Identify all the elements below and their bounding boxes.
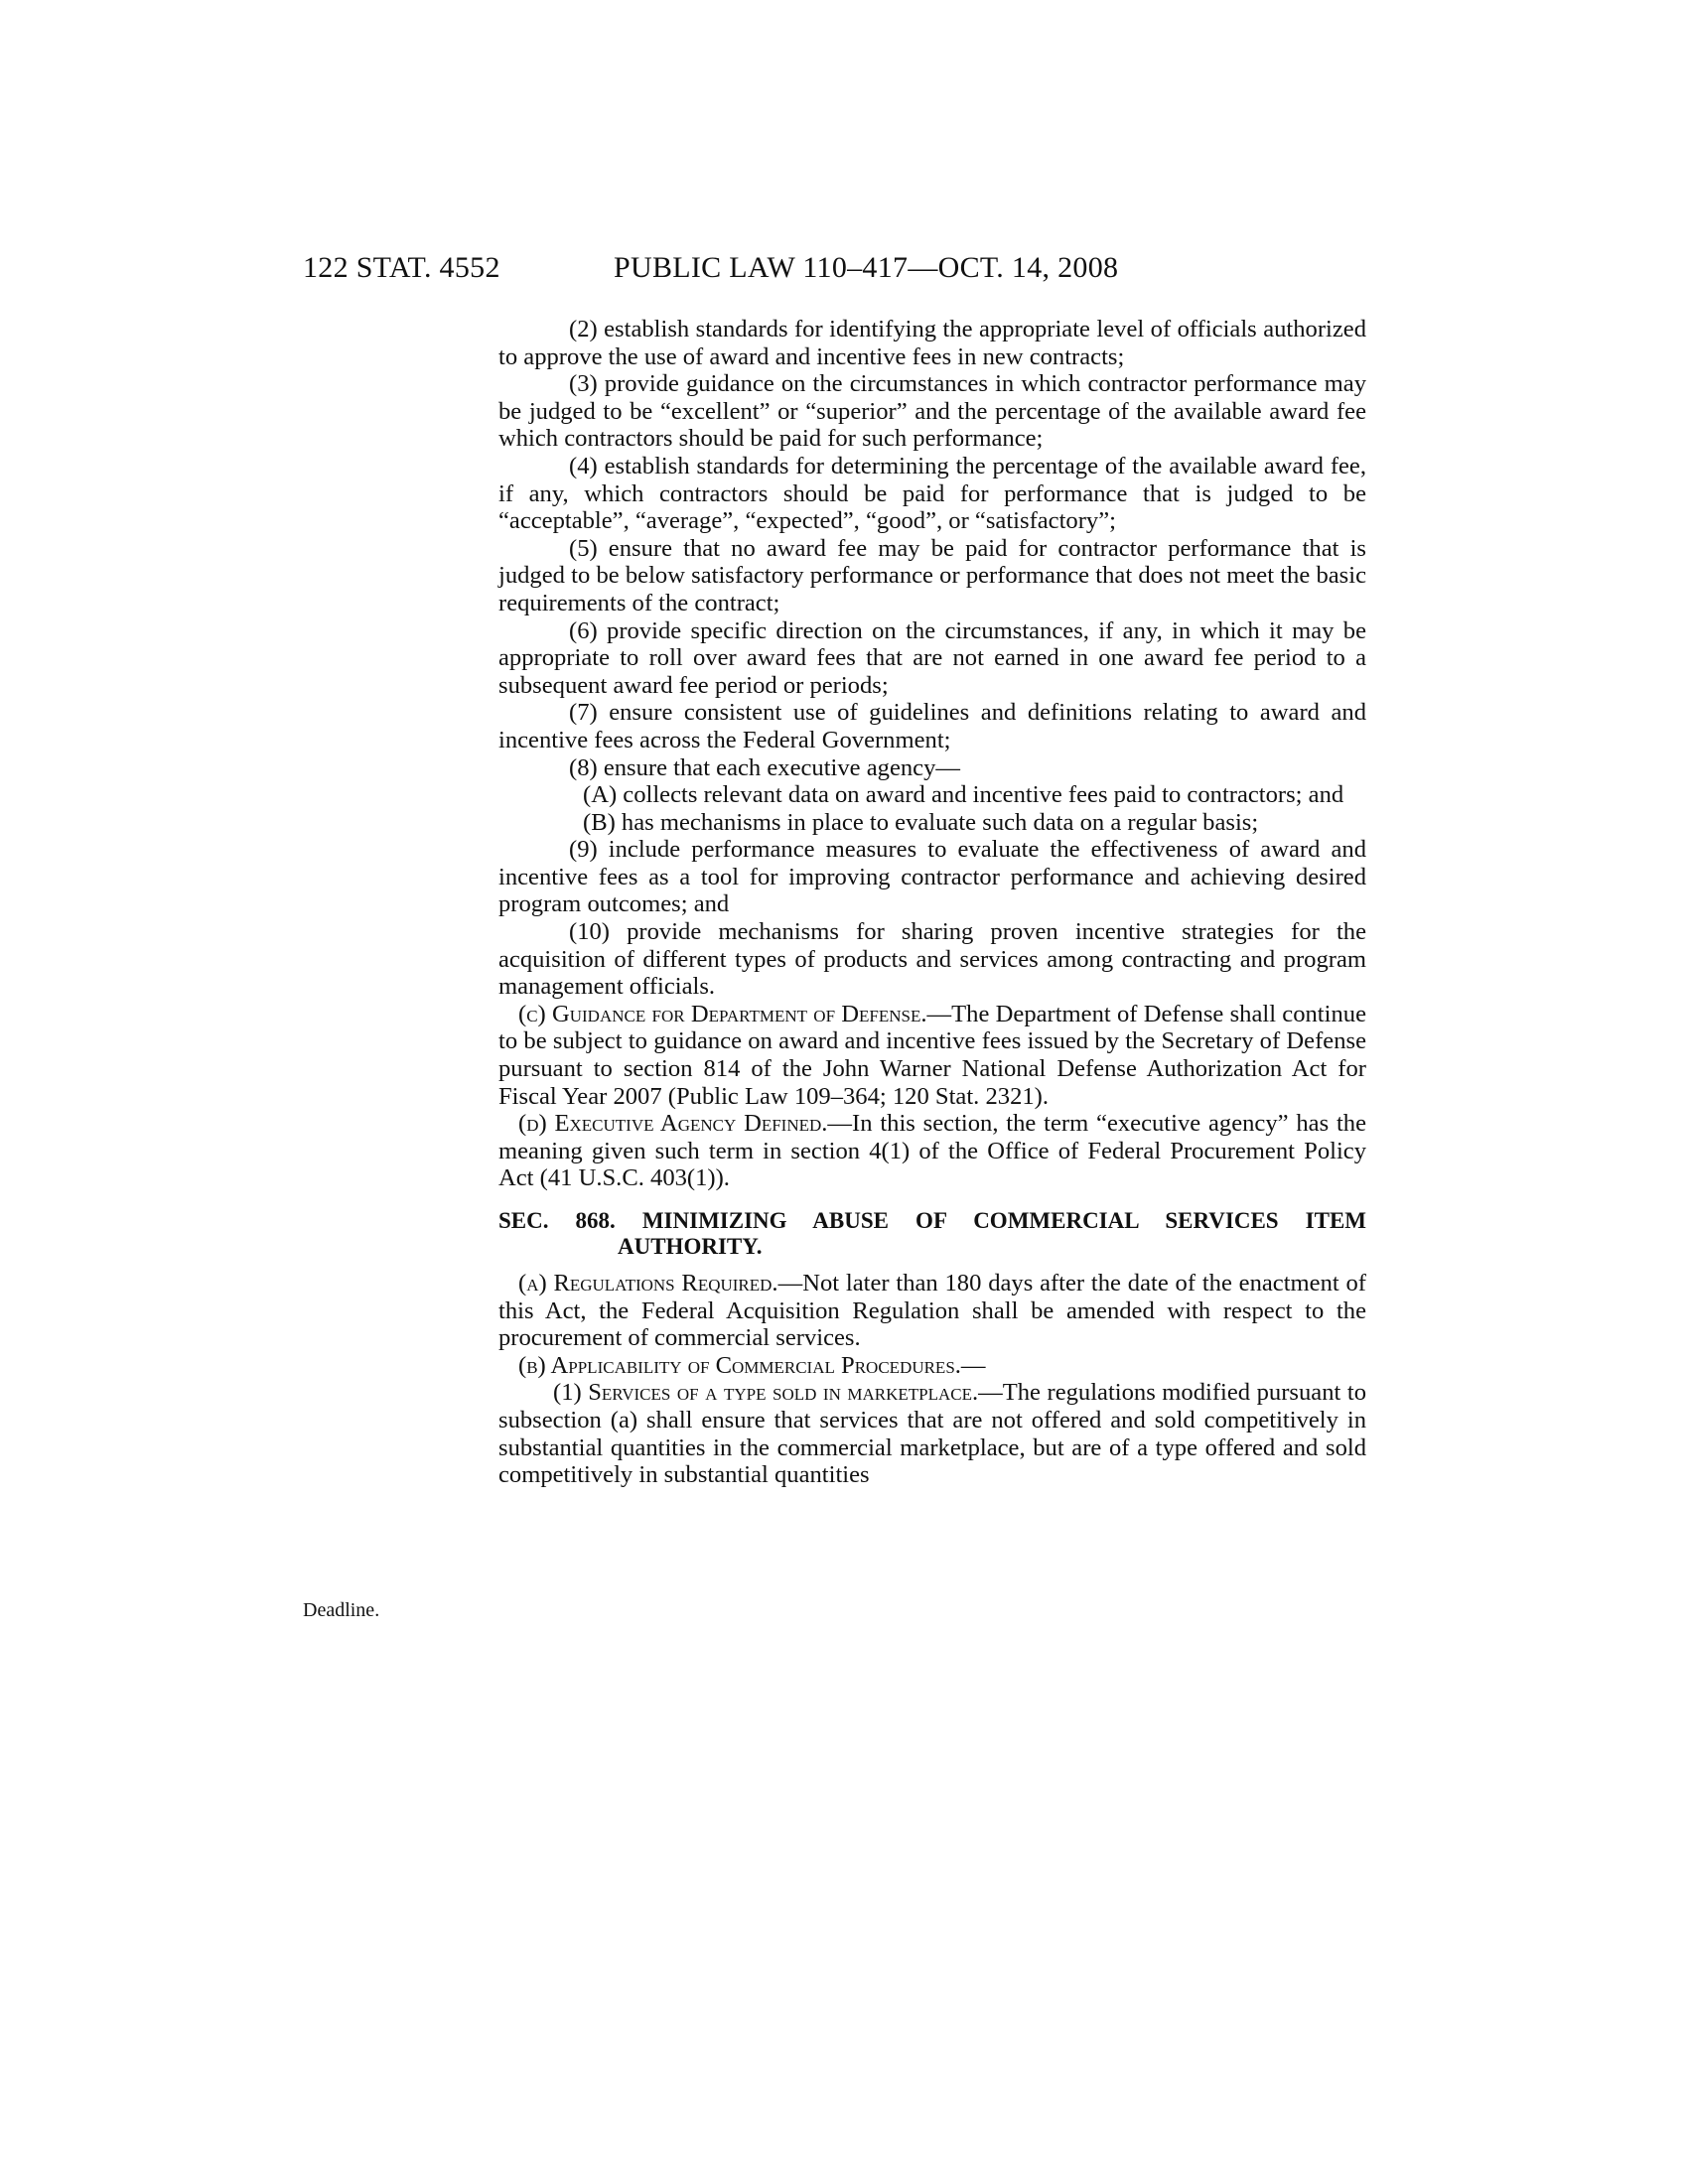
margin-note: Deadline. xyxy=(303,1599,380,1621)
paragraph-8a: (A) collects relevant data on award and incentive fees paid to contractors; and xyxy=(583,781,1344,809)
paragraph-10: (10) provide mechanisms for sharing proven incentive strategies for the acquisition of different types of products and services among contracting and program management officials. xyxy=(498,918,1366,1001)
paragraph-3: (3) provide guidance on the circumstances in which contractor performance may be judged to be “excellent” or “superior” and the percentage of the available award fee which contractors should be paid for such performance; xyxy=(498,370,1366,453)
subsection-d-text: —In this section, the term “executive agency” has the meaning given such term in section 4(1) of the Office of Federal Procurement Policy Act (41 U.S.C. 403(1)). xyxy=(498,1110,1366,1192)
sec868-b1-text: —The regulations modified pursuant to subsection (a) shall ensure that services that are not offered and sold competitively in substantial quantities in the commercial marketplace, but are of a type offered and sold competitively in substantial quantities xyxy=(498,1379,1366,1489)
paragraph-2: (2) establish standards for identifying the appropriate level of officials authorized to approve the use of award and incentive fees in new contracts; xyxy=(498,316,1366,370)
document-body xyxy=(498,316,1366,1489)
sec868-a-heading: (a) Regulations Required. xyxy=(518,1270,778,1297)
sec868-a-text: —Not later than 180 days after the date of the enactment of this Act, the Federal Acquisition Regulation shall be amended with respect to the procurement of commercial services. xyxy=(498,1270,1367,1352)
section-heading: SEC. 868. MINIMIZING ABUSE OF COMMERCIAL SERVICES ITEM AUTHORITY. xyxy=(498,1208,1366,1259)
subsection-c-heading: (c) Guidance for Department of Defense. xyxy=(518,1000,927,1027)
subsection-c-text: —The Department of Defense shall continue to be subject to guidance on award and incentive fees issued by the Secretary of Defense pursuant to section 814 of the John Warner National Defense Authorization Act for Fiscal Year 2007 (Public Law 109–364; 120 Stat. 2321). xyxy=(498,1000,1366,1110)
subsection-c xyxy=(498,1001,1366,1110)
sec868-paragraph-b1 xyxy=(498,1379,1366,1488)
sec868-b-heading: (b) Applicability of Commercial Procedures. xyxy=(518,1351,961,1379)
paragraph-5: (5) ensure that no award fee may be paid for contractor performance that is judged to be below satisfactory performance or performance that does not meet the basic requirements of the contract; xyxy=(498,534,1366,616)
sec868-b1-heading: (1) Services of a type sold in marketplace. xyxy=(553,1379,979,1407)
paragraph-8b: (B) has mechanisms in place to evaluate such data on a regular basis; xyxy=(583,808,1259,836)
subsection-d xyxy=(498,1110,1366,1192)
paragraph-7: (7) ensure consistent use of guidelines and definitions relating to award and incentive fees across the Federal Government; xyxy=(498,699,1366,753)
page-number: 122 STAT. 4552 xyxy=(303,251,500,284)
subsection-d-heading: (d) Executive Agency Defined. xyxy=(518,1110,828,1138)
sec868-b-text: — xyxy=(960,1351,986,1379)
sec868-subsection-b xyxy=(498,1352,1366,1380)
paragraph-8: (8) ensure that each executive agency— xyxy=(569,753,960,781)
sec868-subsection-a xyxy=(498,1270,1366,1352)
page-title: PUBLIC LAW 110–417—OCT. 14, 2008 xyxy=(614,251,1119,284)
paragraph-9: (9) include performance measures to evaluate the effectiveness of award and incentive fees as a tool for improving contractor performance and achieving desired program outcomes; and xyxy=(498,836,1366,918)
paragraph-6: (6) provide specific direction on the circumstances, if any, in which it may be appropriate to roll over award fees that are not earned in one award fee period to a subsequent award fee period or periods; xyxy=(498,616,1366,699)
paragraph-4: (4) establish standards for determining the percentage of the available award fee, if any, which contractors should be paid for performance that is judged to be “acceptable”, “average”, “expected”, “good”, or “satisfactory”; xyxy=(498,452,1366,535)
